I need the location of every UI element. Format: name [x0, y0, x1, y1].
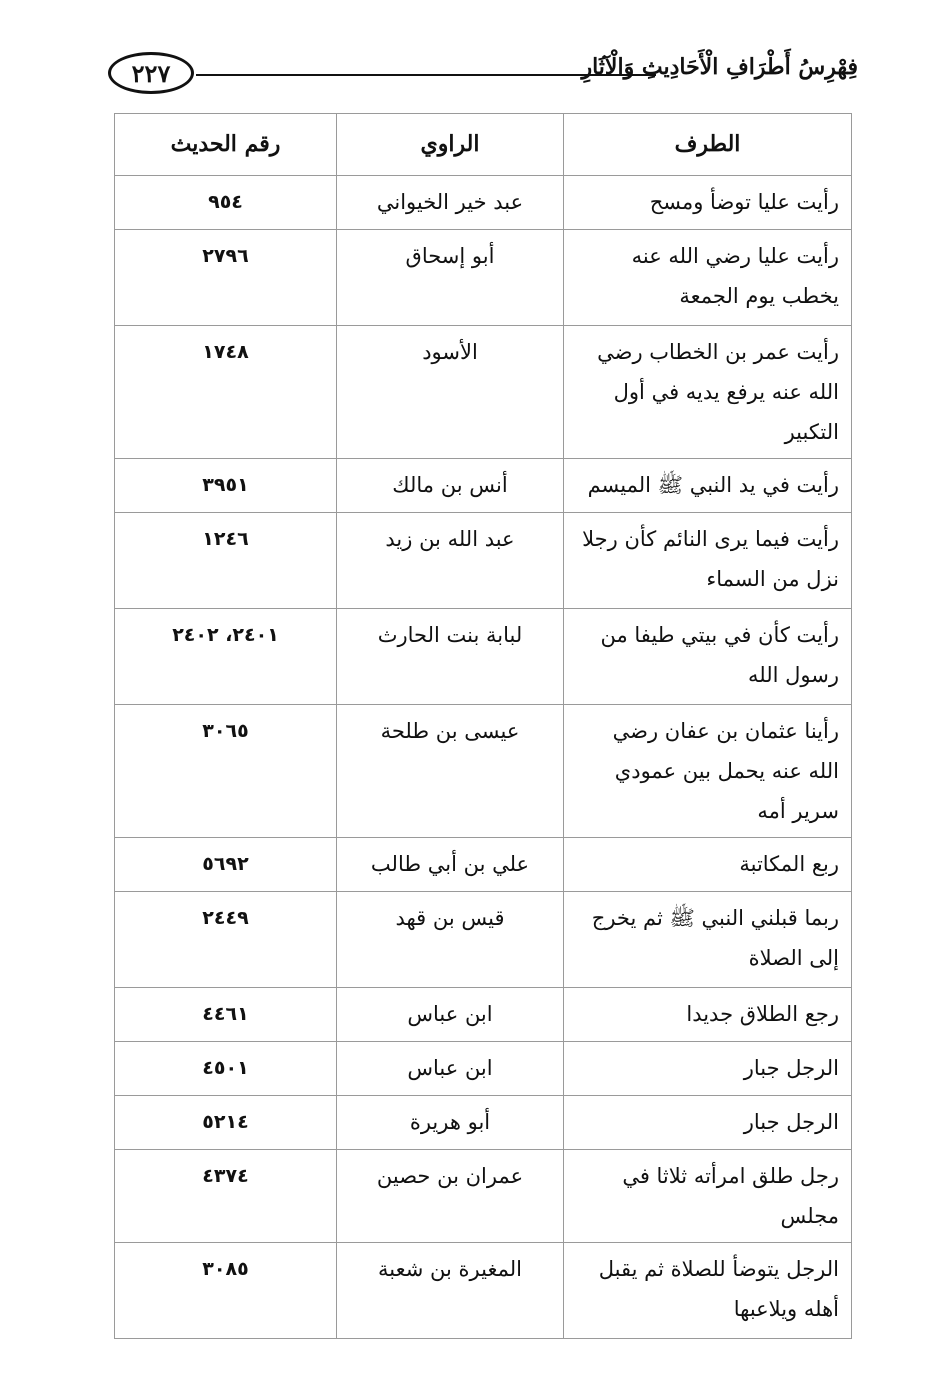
cell-number: ٥٦٩٢ — [115, 838, 337, 892]
column-header-rawi: الراوي — [337, 114, 564, 176]
table-row — [115, 513, 852, 609]
table-row — [115, 459, 852, 513]
cell-rawi: علي بن أبي طالب — [337, 838, 564, 892]
cell-taraf: الرجل جبار — [564, 1042, 852, 1096]
cell-rawi: قيس بن قهد — [337, 892, 564, 988]
table-row — [115, 705, 852, 838]
cell-number: ٢٧٩٦ — [115, 230, 337, 326]
cell-taraf: رجع الطلاق جديدا — [564, 988, 852, 1042]
cell-taraf: ربع المكاتبة — [564, 838, 852, 892]
table-row — [115, 838, 852, 892]
cell-taraf: رأيت عليا توضأ ومسح — [564, 176, 852, 230]
cell-rawi: المغيرة بن شعبة — [337, 1243, 564, 1339]
table-row — [115, 1042, 852, 1096]
cell-taraf: رجل طلق امرأته ثلاثا في مجلس — [564, 1150, 852, 1243]
cell-rawi: أنس بن مالك — [337, 459, 564, 513]
cell-taraf: رأيت كأن في بيتي طيفا من رسول الله — [564, 609, 852, 705]
cell-number: ٢٤٤٩ — [115, 892, 337, 988]
table-row — [115, 1243, 852, 1339]
cell-rawi: عبد الله بن زيد — [337, 513, 564, 609]
cell-taraf: رأيت فيما يرى النائم كأن رجلا نزل من السماء — [564, 513, 852, 609]
hadith-index-table — [114, 113, 852, 1339]
table-body — [115, 176, 852, 1339]
column-header-taraf: الطرف — [564, 114, 852, 176]
cell-rawi: ابن عباس — [337, 988, 564, 1042]
cell-rawi: لبابة بنت الحارث — [337, 609, 564, 705]
table-row — [115, 1150, 852, 1243]
cell-number: ٤٤٦١ — [115, 988, 337, 1042]
table-row — [115, 230, 852, 326]
cell-taraf: الرجل جبار — [564, 1096, 852, 1150]
table-header-row — [115, 114, 852, 176]
cell-taraf: رأينا عثمان بن عفان رضي الله عنه يحمل بين عمودي سرير أمه — [564, 705, 852, 838]
column-header-number: رقم الحديث — [115, 114, 337, 176]
running-title: فِهْرِسُ أَطْرَافِ الْأَحَادِيثِ وَالْآثَارِ — [581, 54, 858, 80]
cell-number: ٣٠٦٥ — [115, 705, 337, 838]
cell-rawi: أبو إسحاق — [337, 230, 564, 326]
cell-number: ٣٠٨٥ — [115, 1243, 337, 1339]
table-row — [115, 609, 852, 705]
cell-taraf: الرجل يتوضأ للصلاة ثم يقبل أهله ويلاعبها — [564, 1243, 852, 1339]
cell-number: ١٢٤٦ — [115, 513, 337, 609]
cell-taraf: ربما قبلني النبي ﷺ ثم يخرج إلى الصلاة — [564, 892, 852, 988]
page-header — [108, 52, 858, 98]
table-row — [115, 988, 852, 1042]
table-row — [115, 892, 852, 988]
table-row — [115, 326, 852, 459]
cell-number: ٤٥٠١ — [115, 1042, 337, 1096]
cell-number: ٣٩٥١ — [115, 459, 337, 513]
cell-rawi: ابن عباس — [337, 1042, 564, 1096]
cell-rawi: الأسود — [337, 326, 564, 459]
cell-rawi: عيسى بن طلحة — [337, 705, 564, 838]
page-number: ٢٢٧ — [108, 52, 194, 94]
cell-taraf: رأيت عمر بن الخطاب رضي الله عنه يرفع يديه في أول التكبير — [564, 326, 852, 459]
cell-number: ١٧٤٨ — [115, 326, 337, 459]
cell-taraf: رأيت عليا رضي الله عنه يخطب يوم الجمعة — [564, 230, 852, 326]
cell-number: ٤٣٧٤ — [115, 1150, 337, 1243]
cell-taraf: رأيت في يد النبي ﷺ الميسم — [564, 459, 852, 513]
cell-number: ٢٤٠١، ٢٤٠٢ — [115, 609, 337, 705]
cell-rawi: عبد خير الخيواني — [337, 176, 564, 230]
cell-rawi: أبو هريرة — [337, 1096, 564, 1150]
table-row — [115, 176, 852, 230]
table-row — [115, 1096, 852, 1150]
cell-number: ٥٢١٤ — [115, 1096, 337, 1150]
cell-rawi: عمران بن حصين — [337, 1150, 564, 1243]
cell-number: ٩٥٤ — [115, 176, 337, 230]
